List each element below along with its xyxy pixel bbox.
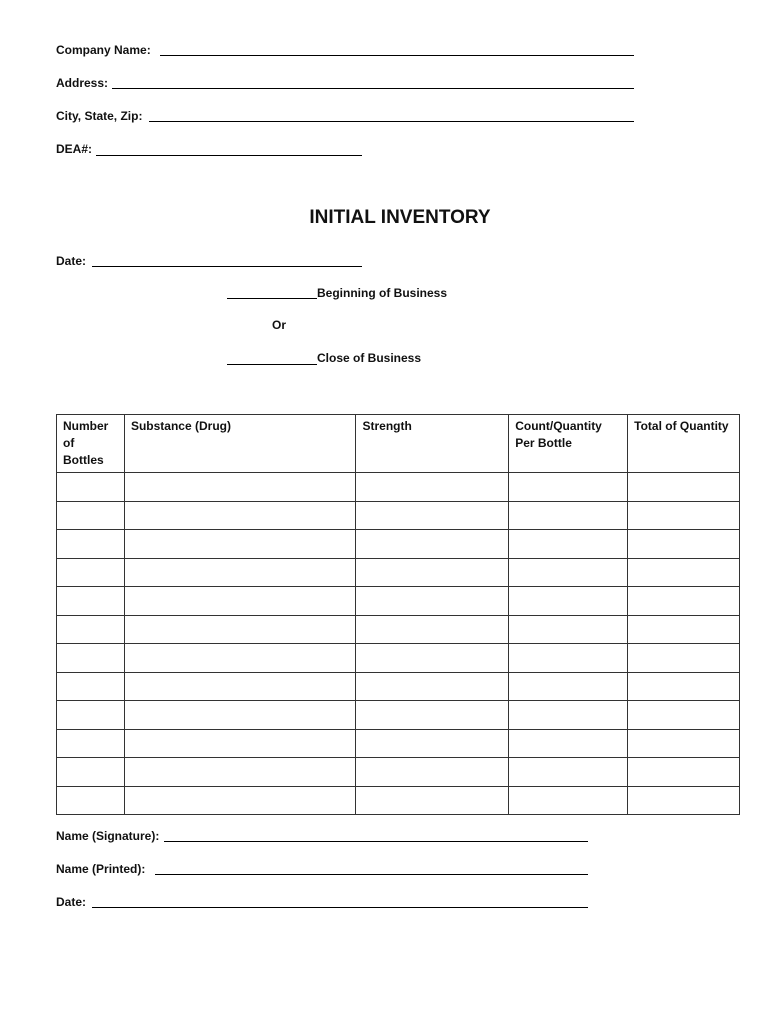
total-quantity-cell[interactable] (628, 501, 740, 530)
close-of-business-blank[interactable] (227, 364, 317, 365)
total-quantity-cell[interactable] (628, 530, 740, 559)
substance-cell[interactable] (124, 615, 356, 644)
strength-cell[interactable] (356, 729, 509, 758)
total-quantity-cell[interactable] (628, 672, 740, 701)
substance-cell[interactable] (124, 558, 356, 587)
beginning-of-business-label: Beginning of Business (317, 286, 448, 300)
substance-cell[interactable] (124, 701, 356, 730)
company-name-label: Company Name: (56, 43, 151, 57)
number-of-bottles-cell[interactable] (57, 501, 125, 530)
strength-cell[interactable] (356, 615, 509, 644)
number-of-bottles-cell[interactable] (57, 701, 125, 730)
count-quantity-cell[interactable] (509, 758, 628, 787)
name-signature-field[interactable] (164, 841, 588, 842)
inventory-table-body (57, 473, 740, 815)
table-header-row (57, 415, 740, 473)
number-of-bottles-cell[interactable] (57, 758, 125, 787)
beginning-of-business-blank[interactable] (227, 298, 317, 299)
total-quantity-cell[interactable] (628, 558, 740, 587)
count-quantity-cell[interactable] (509, 615, 628, 644)
city-state-zip-field[interactable] (149, 121, 634, 122)
column-header-count-quantity: Count/Quantity Per Bottle (509, 415, 628, 473)
number-of-bottles-cell[interactable] (57, 672, 125, 701)
inventory-table (56, 414, 740, 815)
substance-cell[interactable] (124, 501, 356, 530)
column-header-total-quantity: Total of Quantity (628, 415, 740, 473)
company-name-field[interactable] (160, 55, 634, 56)
total-quantity-cell[interactable] (628, 615, 740, 644)
table-row (57, 501, 740, 530)
strength-cell[interactable] (356, 558, 509, 587)
signature-date-label: Date: (56, 895, 87, 909)
name-printed-field[interactable] (155, 874, 588, 875)
substance-cell[interactable] (124, 729, 356, 758)
column-header-substance: Substance (Drug) (124, 415, 356, 473)
dea-field[interactable] (96, 155, 362, 156)
strength-cell[interactable] (356, 672, 509, 701)
strength-cell[interactable] (356, 786, 509, 815)
count-quantity-cell[interactable] (509, 672, 628, 701)
count-quantity-cell[interactable] (509, 701, 628, 730)
count-quantity-cell[interactable] (509, 473, 628, 502)
number-of-bottles-cell[interactable] (57, 473, 125, 502)
total-quantity-cell[interactable] (628, 758, 740, 787)
number-of-bottles-cell[interactable] (57, 530, 125, 559)
total-quantity-cell[interactable] (628, 473, 740, 502)
or-label: Or (272, 318, 287, 332)
name-signature-label: Name (Signature): (56, 829, 160, 843)
column-header-strength: Strength (356, 415, 509, 473)
table-row (57, 758, 740, 787)
table-row (57, 558, 740, 587)
number-of-bottles-cell[interactable] (57, 786, 125, 815)
count-quantity-cell[interactable] (509, 501, 628, 530)
table-row (57, 644, 740, 673)
city-state-zip-label: City, State, Zip: (56, 109, 143, 123)
substance-cell[interactable] (124, 473, 356, 502)
number-of-bottles-cell[interactable] (57, 615, 125, 644)
address-label: Address: (56, 76, 109, 90)
table-row (57, 672, 740, 701)
substance-cell[interactable] (124, 587, 356, 616)
number-of-bottles-cell[interactable] (57, 644, 125, 673)
strength-cell[interactable] (356, 701, 509, 730)
count-quantity-cell[interactable] (509, 587, 628, 616)
number-of-bottles-cell[interactable] (57, 587, 125, 616)
strength-cell[interactable] (356, 530, 509, 559)
count-quantity-cell[interactable] (509, 786, 628, 815)
table-row (57, 615, 740, 644)
number-of-bottles-cell[interactable] (57, 558, 125, 587)
number-of-bottles-cell[interactable] (57, 729, 125, 758)
count-quantity-cell[interactable] (509, 729, 628, 758)
substance-cell[interactable] (124, 530, 356, 559)
total-quantity-cell[interactable] (628, 729, 740, 758)
substance-cell[interactable] (124, 758, 356, 787)
substance-cell[interactable] (124, 786, 356, 815)
strength-cell[interactable] (356, 587, 509, 616)
strength-cell[interactable] (356, 644, 509, 673)
table-row (57, 530, 740, 559)
count-quantity-cell[interactable] (509, 530, 628, 559)
count-quantity-cell[interactable] (509, 558, 628, 587)
signature-date-field[interactable] (92, 907, 588, 908)
page-title: INITIAL INVENTORY (309, 207, 491, 228)
strength-cell[interactable] (356, 758, 509, 787)
dea-label: DEA#: (56, 142, 93, 156)
table-row (57, 729, 740, 758)
address-field[interactable] (112, 88, 634, 89)
table-row (57, 473, 740, 502)
total-quantity-cell[interactable] (628, 644, 740, 673)
table-row (57, 587, 740, 616)
table-row (57, 786, 740, 815)
count-quantity-cell[interactable] (509, 644, 628, 673)
total-quantity-cell[interactable] (628, 587, 740, 616)
name-printed-label: Name (Printed): (56, 862, 146, 876)
column-header-number-of-bottles: Number of Bottles (57, 415, 125, 473)
strength-cell[interactable] (356, 473, 509, 502)
total-quantity-cell[interactable] (628, 786, 740, 815)
close-of-business-label: Close of Business (317, 351, 422, 365)
table-row (57, 701, 740, 730)
strength-cell[interactable] (356, 501, 509, 530)
substance-cell[interactable] (124, 644, 356, 673)
date-field[interactable] (92, 266, 362, 267)
substance-cell[interactable] (124, 672, 356, 701)
total-quantity-cell[interactable] (628, 701, 740, 730)
date-label: Date: (56, 254, 87, 268)
